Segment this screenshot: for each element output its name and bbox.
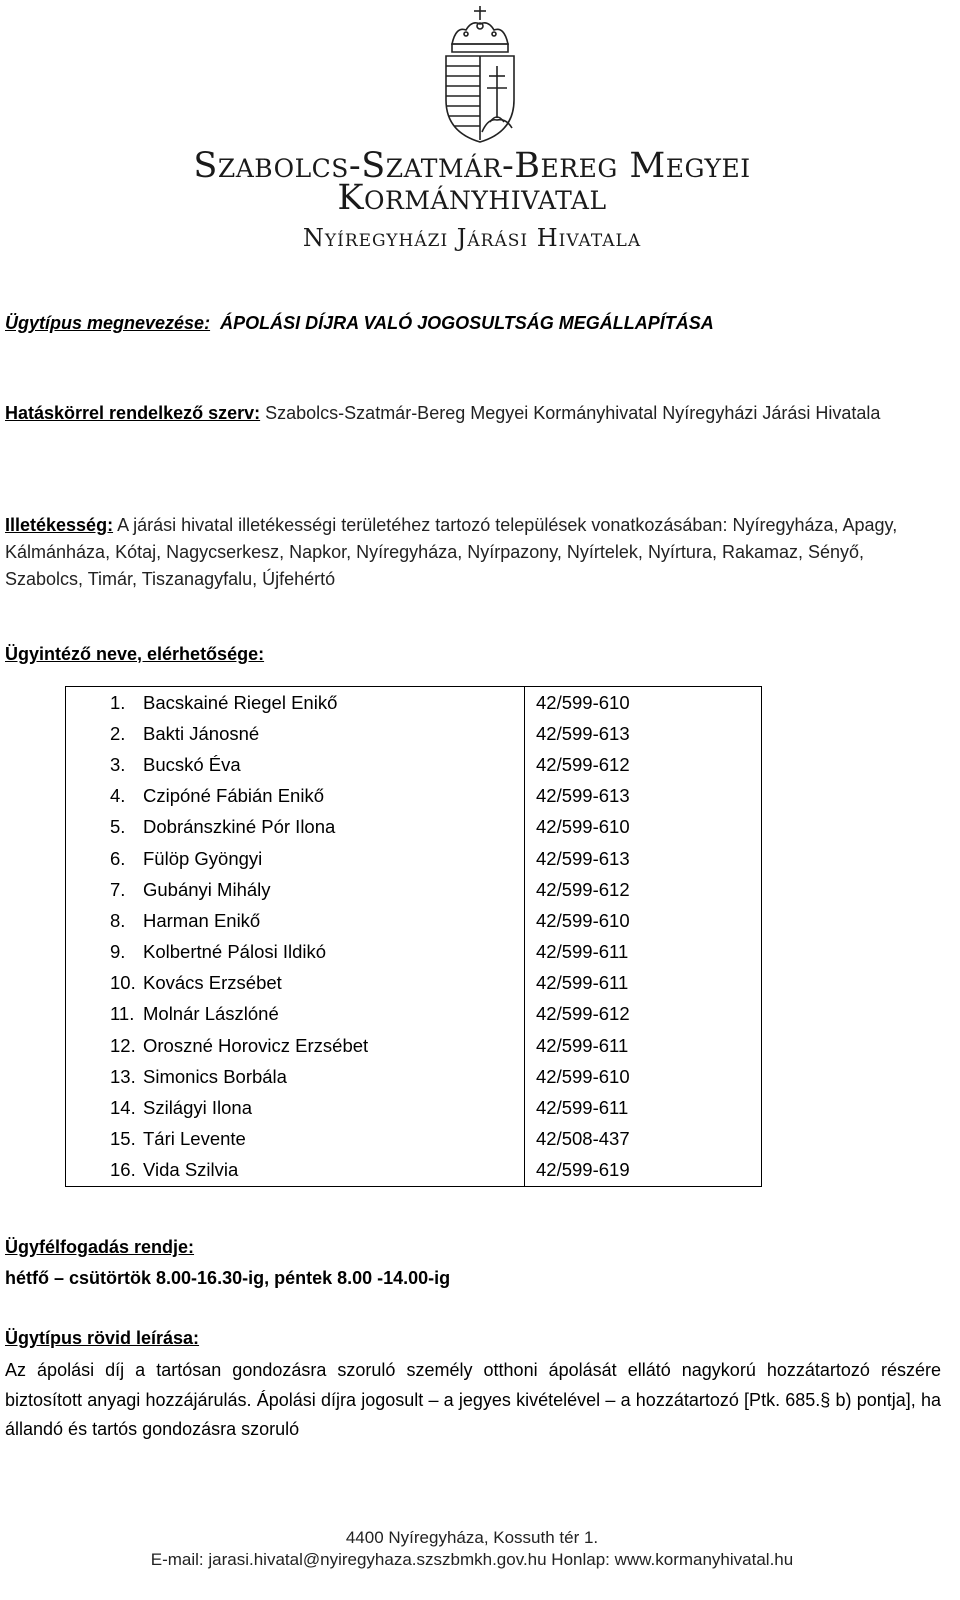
table-row [66, 781, 762, 812]
row-number: 15. [110, 1128, 136, 1150]
contact-phone: 42/599-612 [536, 878, 630, 900]
contact-phone: 42/599-610 [536, 1065, 630, 1087]
contact-name-cell [66, 1092, 525, 1123]
row-number: 1. [110, 691, 126, 713]
competence-label: Illetékesség: [5, 515, 114, 535]
contact-name-cell [66, 1155, 525, 1187]
contact-name-cell [66, 874, 525, 905]
org-name-line2: Kormányhivatal [337, 178, 607, 218]
row-number: 12. [110, 1034, 136, 1056]
contact-name: Bakti Jánosné [143, 722, 260, 744]
contact-name-cell [66, 968, 525, 999]
description-text: Az ápolási díj a tartósan gondozásra szoruló személy otthoni ápolását ellátó nagykorú hozzátartozó részére biztosított anyagi hozzájárulás. Ápolási díjra jogosult – a jegyes kivételével – a hozzátartozó [Ptk. 685.§ b) pontja], ha állandó és tartós gondozásra szoruló [5, 1360, 941, 1439]
contact-name: Vida Szilvia [143, 1159, 239, 1181]
competence-section [5, 512, 943, 593]
contact-name: Szilágyi Ilona [143, 1097, 253, 1119]
org-name-line1: Szabolcs-Szatmár-Bereg Megyei [193, 146, 751, 186]
description-label: Ügytípus rövid leírása: [5, 1328, 200, 1348]
row-number: 9. [110, 941, 126, 963]
contact-phone: 42/599-610 [536, 816, 630, 838]
contact-name: Fülöp Gyöngyi [143, 847, 263, 869]
contact-phone: 42/599-611 [536, 1097, 629, 1119]
contact-phone: 42/599-612 [536, 753, 630, 775]
contact-name-cell [66, 781, 525, 812]
contact-name-cell [66, 937, 525, 968]
contact-phone: 42/599-611 [536, 972, 629, 994]
table-row [66, 843, 762, 874]
contacts-table [65, 686, 762, 1187]
table-row [66, 874, 762, 905]
hours-value: hétfő – csütörtök 8.00-16.30-ig, péntek 8.00 -14.00-ig [5, 1268, 451, 1288]
footer-address: 4400 Nyíregyháza, Kossuth tér 1. [345, 1528, 599, 1547]
coat-of-arms-icon [438, 4, 522, 146]
contact-name: Tári Levente [143, 1128, 246, 1150]
contact-name-cell [66, 1061, 525, 1092]
footer-contact: E-mail: jarasi.hivatal@nyiregyhaza.szszbmkh.gov.hu Honlap: www.kormanyhivatal.hu [150, 1550, 794, 1569]
authority-section [5, 400, 943, 427]
row-number: 3. [110, 753, 126, 775]
case-type-label: Ügytípus megnevezése: [5, 313, 211, 333]
row-number: 11. [110, 1003, 135, 1025]
contact-phone: 42/599-611 [536, 941, 629, 963]
table-row [66, 687, 762, 719]
org-name-line3: Nyíregyházi Járási Hivatala [302, 224, 642, 252]
contact-phone: 42/599-611 [536, 1034, 629, 1056]
table-row [66, 1030, 762, 1061]
row-number: 6. [110, 847, 126, 869]
contact-phone: 42/599-612 [536, 1003, 630, 1025]
row-number: 8. [110, 909, 126, 931]
row-number: 13. [110, 1065, 136, 1087]
case-type-value: ÁPOLÁSI DÍJRA VALÓ JOGOSULTSÁG MEGÁLLAPÍTÁSA [220, 313, 714, 333]
row-number: 7. [110, 878, 126, 900]
contacts-label: Ügyintéző neve, elérhetősége: [5, 644, 265, 664]
contact-name-cell [66, 812, 525, 843]
contact-name: Molnár Lászlóné [143, 1003, 279, 1025]
row-number: 16. [110, 1159, 136, 1181]
contact-name: Czipóné Fábián Enikő [143, 785, 324, 807]
contact-phone: 42/599-613 [536, 722, 630, 744]
contact-name: Bucskó Éva [143, 753, 241, 775]
case-type-section [5, 313, 935, 334]
contact-phone: 42/599-619 [536, 1159, 630, 1181]
competence-value: A járási hivatal illetékességi területéhez tartozó települések vonatkozásában: Nyíregyháza, Apagy, Kálmánháza, Kótaj, Nagycserkesz, Napkor, Nyíregyháza, Nyírpazony, Nyírtelek, Nyírtura, Rakamaz, Sényő, Szabolcs, Timár, Tiszanagyfalu, Újfehértó [5, 515, 898, 589]
contact-name: Kovács Erzsébet [143, 972, 282, 994]
contact-phone: 42/599-613 [536, 785, 630, 807]
table-row [66, 937, 762, 968]
contact-name: Oroszné Horovicz Erzsébet [143, 1034, 369, 1056]
row-number: 4. [110, 785, 126, 807]
contact-name-cell [66, 905, 525, 936]
table-row [66, 1061, 762, 1092]
table-row [66, 1155, 762, 1187]
contact-name-cell [66, 1124, 525, 1155]
contact-phone: 42/599-610 [536, 909, 630, 931]
contact-name: Kolbertné Pálosi Ildikó [143, 941, 327, 963]
contact-name-cell [66, 718, 525, 749]
contact-name: Harman Enikő [143, 909, 261, 931]
contact-name: Dobránszkiné Pór Ilona [143, 816, 336, 838]
table-row [66, 999, 762, 1030]
contact-phone: 42/508-437 [536, 1128, 630, 1150]
contact-name-cell [66, 749, 525, 780]
contact-name-cell [66, 1030, 525, 1061]
row-number: 5. [110, 816, 126, 838]
contact-name-cell [66, 999, 525, 1030]
contact-name: Bacskainé Riegel Enikő [143, 691, 338, 713]
table-row [66, 718, 762, 749]
contact-name: Simonics Borbála [143, 1065, 287, 1087]
contact-name-cell [66, 687, 525, 719]
table-row [66, 749, 762, 780]
table-row [66, 905, 762, 936]
table-row [66, 968, 762, 999]
row-number: 10. [110, 972, 136, 994]
table-row [66, 1124, 762, 1155]
authority-label: Hatáskörrel rendelkező szerv: [5, 403, 261, 423]
authority-value: Szabolcs-Szatmár-Bereg Megyei Kormányhivatal Nyíregyházi Járási Hivatala [265, 403, 881, 423]
contact-phone: 42/599-613 [536, 847, 630, 869]
contact-name: Gubányi Mihály [143, 878, 271, 900]
contact-name-cell [66, 843, 525, 874]
table-row [66, 1092, 762, 1123]
hours-label: Ügyfélfogadás rendje: [5, 1237, 195, 1257]
row-number: 14. [110, 1097, 136, 1119]
table-row [66, 812, 762, 843]
row-number: 2. [110, 722, 126, 744]
contact-phone: 42/599-610 [536, 691, 630, 713]
